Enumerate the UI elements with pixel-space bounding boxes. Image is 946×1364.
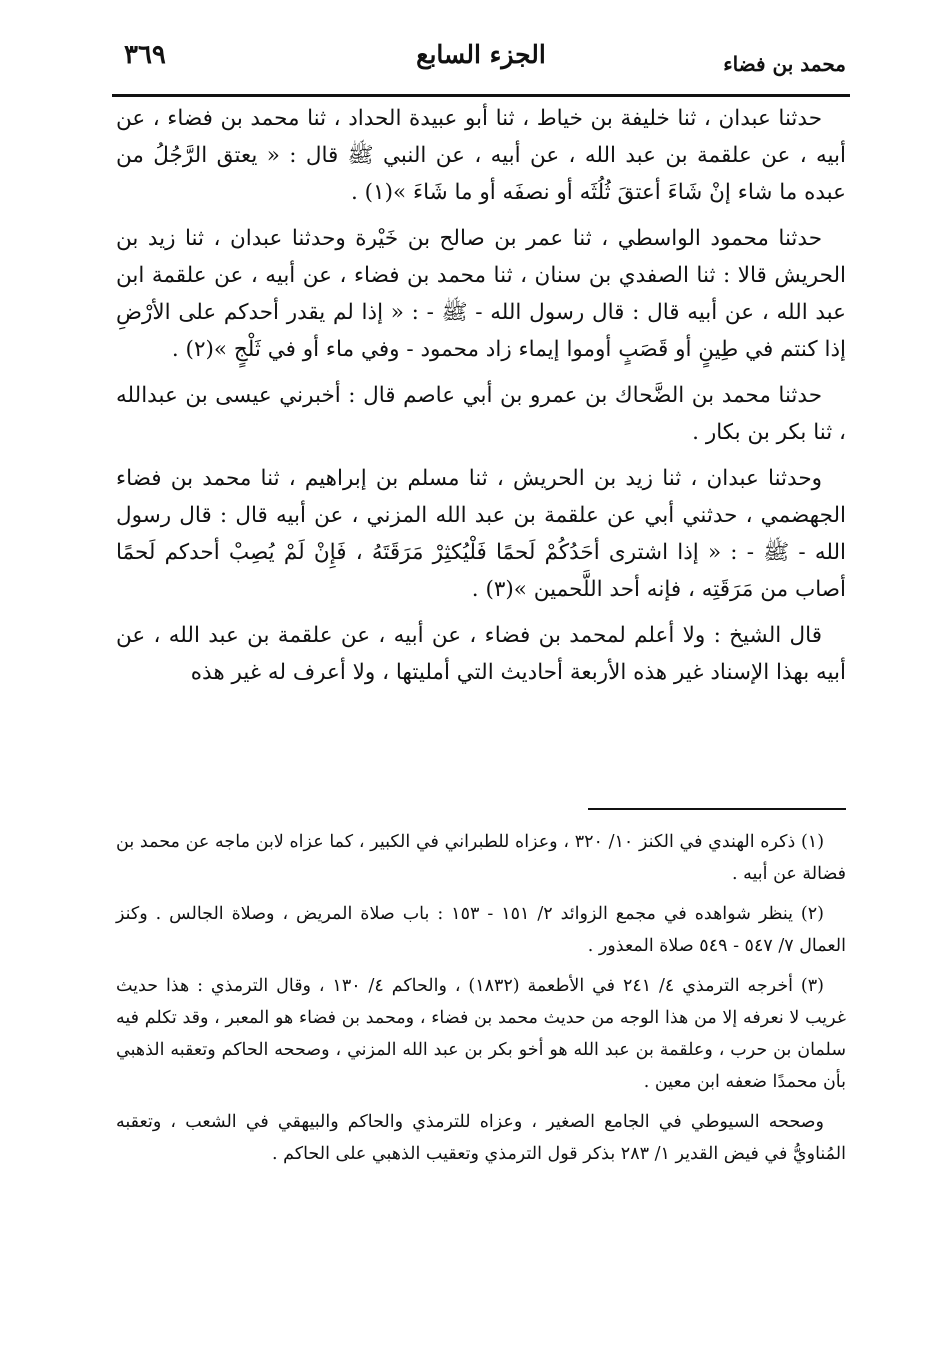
footnote-3: (٣) أخرجه الترمذي ٤/ ٢٤١ في الأطعمة (١٨٣٢) ، والحاكم ٤/ ١٣٠ ، وقال الترمذي : هذا حديث غريب لا نعرفه إلا من هذا الوجه من حديث محمد بن فضاء ، ومحمد بن فضاء هو المعبر ، وقد تكلم فيه سلمان بن حرب ، وعلقمة بن عبد الله هو أخو بكر بن عبد الله المزني ، وصححه الحاكم وتعقبه الذهبي بأن محمدًا ضعفه ابن معين . [116,976,846,1092]
footnotes [116,826,846,1178]
footnote-1: (١) ذكره الهندي في الكنز ١٠/ ٣٢٠ ، وعزاه للطبراني في الكبير ، كما عزاه لابن ماجه عن محمد بن فضالة عن أبيه . [116,832,846,884]
footnote-2: (٢) ينظر شواهده في مجمع الزوائد ٢/ ١٥١ - ١٥٣ : باب صلاة المريض ، وصلاة الجالس . وكنز العمال ٧/ ٥٤٧ - ٥٤٩ صلاة المعذور . [116,904,846,956]
part-title: الجزء السابع [416,40,546,69]
footnote-3-continued: وصححه السيوطي في الجامع الصغير ، وعزاه للترمذي والحاكم والبيهقي في الشعب ، وتعقبه المُناويُّ في فيض القدير ١/ ٢٨٣ بذكر قول الترمذي وتعقيب الذهبي على الحاكم . [116,1112,846,1164]
page-header [112,38,850,94]
main-text [116,100,846,700]
paragraph-1: حدثنا عبدان ، ثنا خليفة بن خياط ، ثنا أبو عبيدة الحداد ، ثنا محمد بن فضاء ، عن أبيه ، عن علقمة بن عبد الله ، عن أبيه ، عن النبي ﷺ قال : « يعتق الرَّجُلُ من عبده ما شاء إنْ شَاءَ أعتقَ ثُلُثَه أو نصفَه أو ما شَاءَ »(١) . [116,106,847,205]
paragraph-2: حدثنا محمود الواسطي ، ثنا عمر بن صالح بن خَيْرة وحدثنا عبدان ، ثنا زيد بن الحريش قالا : ثنا الصفدي بن سنان ، ثنا محمد بن فضاء ، عن أبيه ، عن علقمة ابن عبد الله ، عن أبيه قال : قال رسول الله - ﷺ - : « إذا لم يقدر أحدكم على الأرْضِ إذا كنتم في طِينٍ أو قَصَبٍ أوموا إيماء زاد محمود - وفي ماء أو في ثَلْجٍ »(٢) . [116,226,846,362]
paragraph-5: قال الشيخ : ولا أعلم لمحمد بن فضاء ، عن أبيه ، عن علقمة بن عبد الله ، عن أبيه بهذا الإسناد غير هذه الأربعة أحاديث التي أمليتها ، ولا أعرف له غير هذه [116,623,846,685]
running-head: محمد بن فضاء [723,52,846,76]
header-rule [112,94,850,97]
footnote-separator [588,808,846,810]
paragraph-3: حدثنا محمد بن الضَّحاك بن عمرو بن أبي عاصم قال : أخبرني عيسى بن عبدالله ، ثنا بكر بن بكار . [116,383,846,445]
page-number: ٣٦٩ [124,40,166,70]
paragraph-4: وحدثنا عبدان ، ثنا زيد بن الحريش ، ثنا مسلم بن إبراهيم ، ثنا محمد بن فضاء الجهضمي ، حدثني أبي عن علقمة بن عبد الله المزني ، عن أبيه قال : قال رسول الله - ﷺ - : « إذا اشترى أحَدُكُمْ لَحمًا فَلْيُكثِرْ مَرَقَتَهُ ، فَإِنْ لَمْ يُصِبْ أحدكم لَحمًا أصاب من مَرَقَتِه ، فإنه أحد اللَّحمين »(٣) . [116,466,846,602]
